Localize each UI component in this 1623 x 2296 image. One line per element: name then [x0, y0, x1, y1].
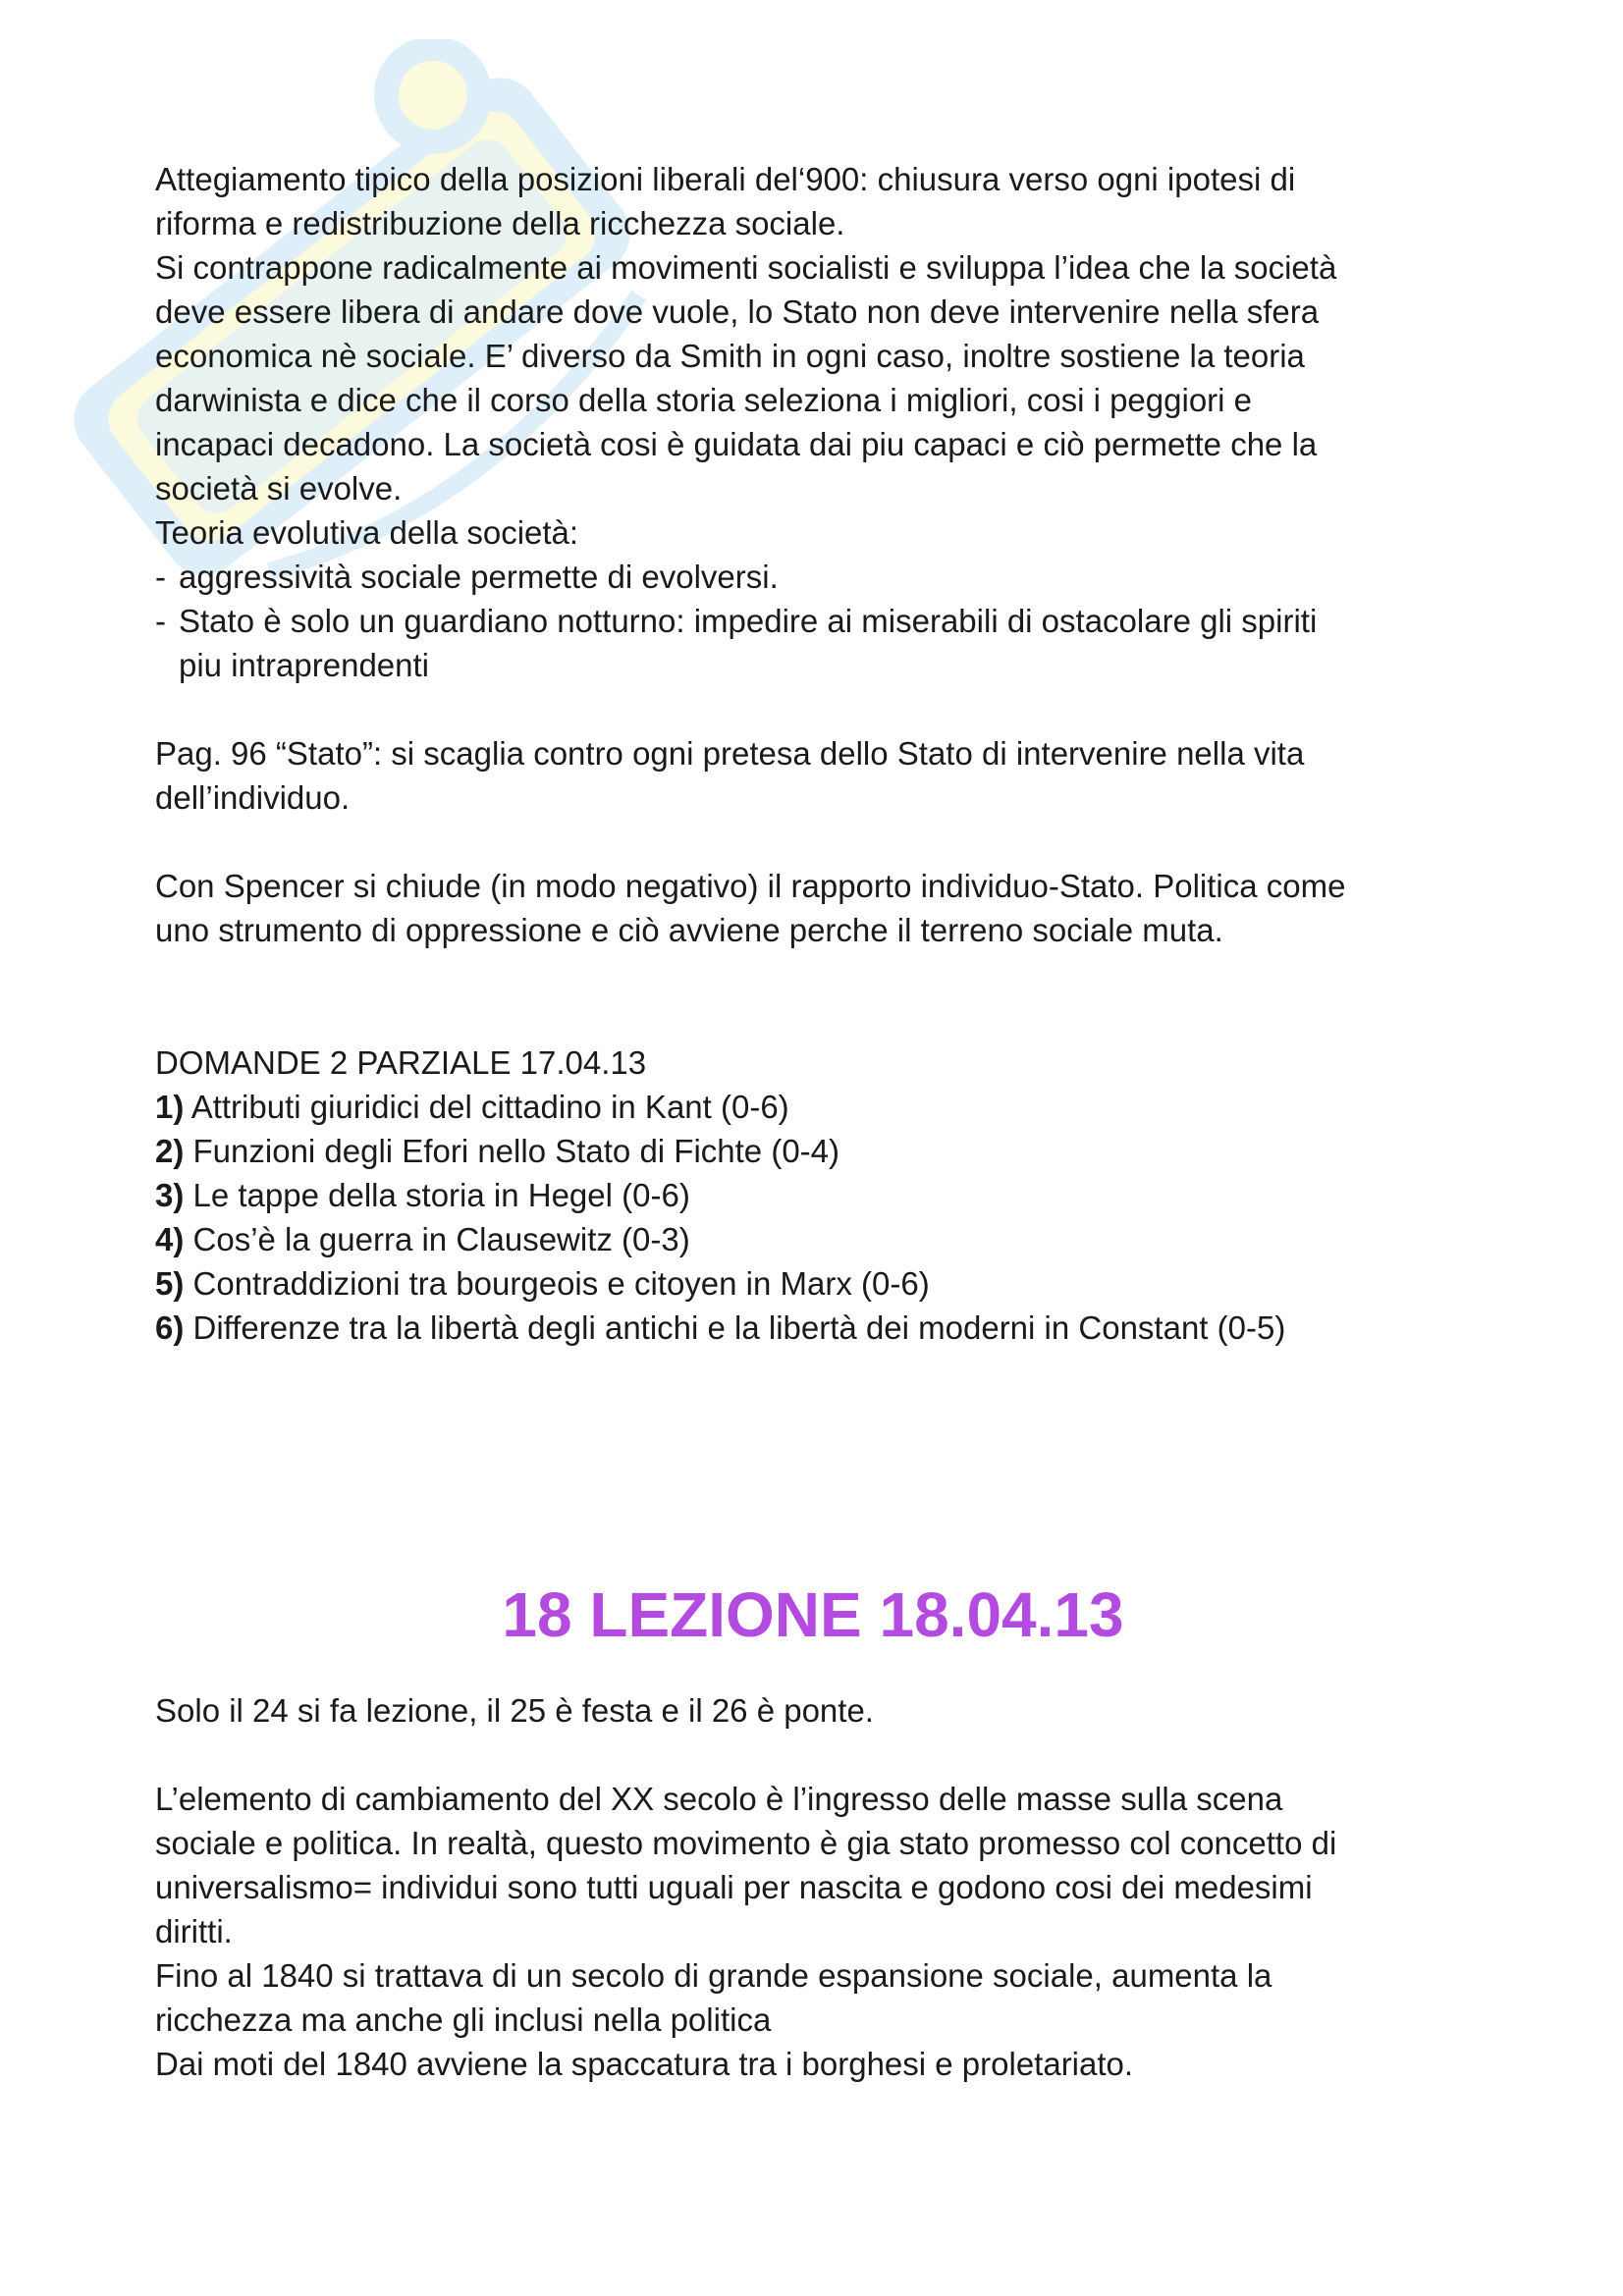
text-line: Teoria evolutiva della società: — [155, 514, 579, 551]
text-line: L’elemento di cambiamento del XX secolo è l’ingresso delle masse sulla scena — [155, 1781, 1283, 1817]
lesson-title: 18 LEZIONE 18.04.13 — [502, 1579, 1124, 1650]
text-line: Si contrappone radicalmente ai movimenti socialisti e sviluppa l’idea che la società — [155, 249, 1337, 286]
question-item: 5) Contraddizioni tra bourgeois e citoyen in Marx (0-6) — [155, 1265, 930, 1302]
dash-marker: - — [155, 559, 166, 595]
lesson-section — [155, 1688, 1490, 2086]
text-line: economica nè sociale. E’ diverso da Smith in ogni caso, inoltre sostiene la teoria — [155, 338, 1305, 374]
text-line: dell’individuo. — [155, 779, 351, 816]
text-line: società si evolve. — [155, 470, 403, 507]
question-item: 1) Attributi giuridici del cittadino in Kant (0-6) — [155, 1089, 789, 1125]
pag96-section — [155, 731, 1490, 820]
text-line: Pag. 96 “Stato”: si scaglia contro ogni pretesa dello Stato di intervenire nella vita — [155, 735, 1305, 772]
text-line: sociale e politica. In realtà, questo movimento è gia stato promesso col concetto di — [155, 1825, 1337, 1861]
text-line: Con Spencer si chiude (in modo negativo) il rapporto individuo-Stato. Politica come — [155, 868, 1346, 904]
exam-questions — [155, 1041, 1490, 1350]
text-line: universalismo= individui sono tutti uguali per nascita e godono cosi dei medesimi — [155, 1869, 1313, 1905]
spencer-section — [155, 864, 1490, 952]
text-line: darwinista e dice che il corso della storia seleziona i migliori, cosi i peggiori e — [155, 382, 1253, 418]
bullet-item: - aggressività sociale permette di evolversi. — [155, 555, 1490, 599]
text-line: diritti. — [155, 1913, 233, 1949]
text-line: Dai moti del 1840 avviene la spaccatura tra i borghesi e proletariato. — [155, 2046, 1134, 2082]
text-line: ricchezza ma anche gli inclusi nella politica — [155, 2002, 772, 2038]
question-item: 6) Differenze tra la libertà degli antichi e la libertà dei moderni in Constant (0-5) — [155, 1309, 1286, 1346]
document-page — [155, 157, 1490, 2086]
text-line: Attegiamento tipico della posizioni liberali del‘900: chiusura verso ogni ipotesi di — [155, 161, 1296, 197]
intro-section — [155, 157, 1490, 687]
dash-marker: - — [155, 603, 166, 639]
lesson-note: Solo il 24 si fa lezione, il 25 è festa e il 26 è ponte. — [155, 1692, 874, 1729]
question-item: 3) Le tappe della storia in Hegel (0-6) — [155, 1177, 690, 1213]
bullet-item: - Stato è solo un guardiano notturno: impedire ai miserabili di ostacolare gli spiriti — [155, 599, 1490, 643]
exam-heading: DOMANDE 2 PARZIALE 17.04.13 — [155, 1044, 647, 1081]
text-line: riforma e redistribuzione della ricchezza sociale. — [155, 205, 845, 241]
text-line: uno strumento di oppressione e ciò avviene perche il terreno sociale muta. — [155, 912, 1223, 948]
text-line: Fino al 1840 si trattava di un secolo di grande espansione sociale, aumenta la — [155, 1957, 1272, 1994]
text-line: incapaci decadono. La società cosi è guidata dai piu capaci e ciò permette che la — [155, 426, 1318, 462]
question-item: 2) Funzioni degli Efori nello Stato di Fichte (0-4) — [155, 1133, 840, 1169]
question-item: 4) Cos’è la guerra in Clausewitz (0-3) — [155, 1221, 690, 1257]
text-line: deve essere libera di andare dove vuole, lo Stato non deve intervenire nella sfera — [155, 294, 1320, 330]
bullet-continuation: piu intraprendenti — [179, 647, 430, 683]
